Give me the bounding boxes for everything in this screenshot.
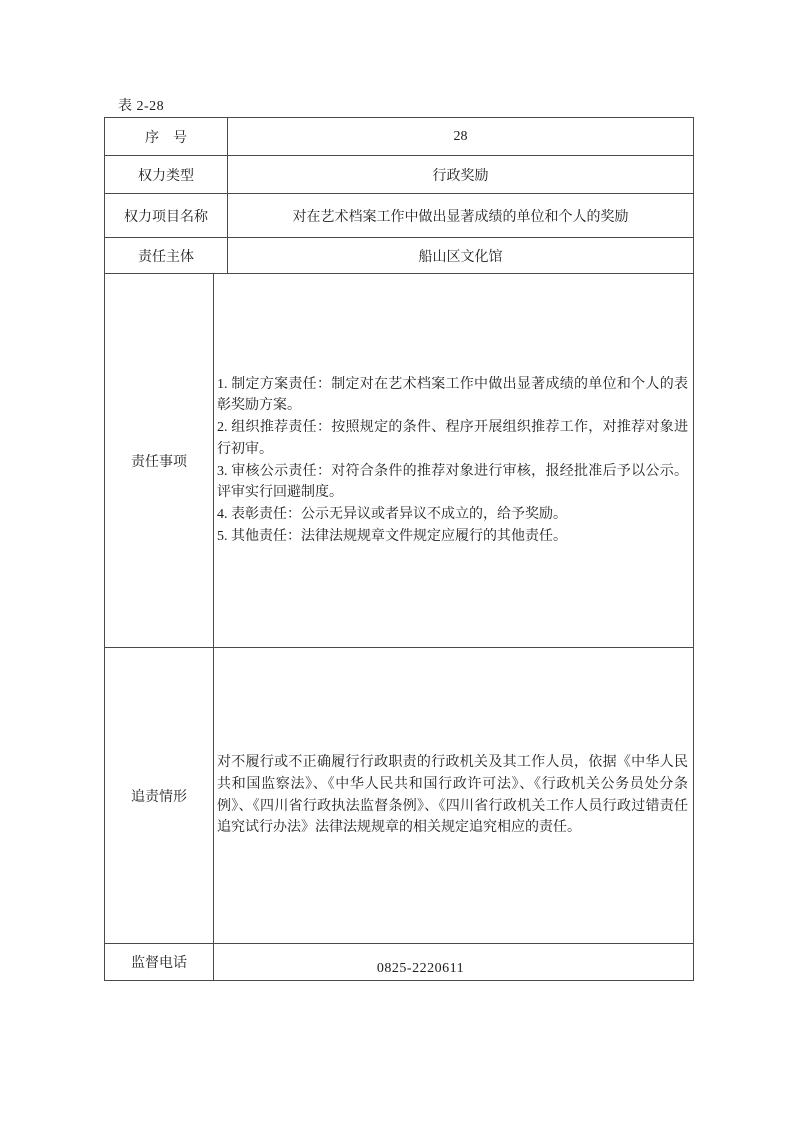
- row-value-supervision-phone: 0825-2220611: [376, 961, 465, 976]
- responsibility-item-4: 4. 表彰责任：公示无异议或者异议不成立的，给予奖励。: [217, 506, 567, 522]
- table-row-supervision-phone: [105, 944, 693, 980]
- row-value-responsibility-items: [214, 274, 693, 647]
- table-row-power-type: [105, 156, 693, 194]
- table-row-power-item-name: [105, 194, 693, 238]
- row-label-responsibility-items: 责任事项: [105, 274, 214, 647]
- table-row-accountability-situations: [105, 648, 693, 944]
- responsibility-item-2: 2. 组织推荐责任：按照规定的条件、程序开展组织推荐工作，对推荐对象进行初审。: [217, 420, 688, 457]
- row-label-power-item-name: 权力项目名称: [105, 194, 228, 237]
- row-label-accountability-situations: 追责情形: [105, 648, 214, 943]
- responsibility-item-5: 5. 其他责任：法律法规规章文件规定应履行的其他责任。: [217, 528, 567, 544]
- accountability-paragraph: 对不履行或不正确履行行政职责的行政机关及其工作人员，依据《中华人民共和国监察法》、《中华人民共和国行政许可法》、《行政机关公务员处分条例》、《四川省行政执法监督条例》、《四川省行政机关工作人员行政过错责任追究试行办法》法律法规规章的相关规定追究相应的责任。: [217, 755, 688, 836]
- table-row-serial-number: [105, 118, 693, 156]
- row-value-responsible-entity: 船山区文化馆: [418, 249, 503, 265]
- table-caption: 表 2-28: [118, 99, 165, 114]
- row-label-supervision-phone: 监督电话: [105, 944, 214, 980]
- row-label-responsible-entity: 责任主体: [105, 238, 228, 273]
- table-row-responsible-entity: [105, 238, 693, 274]
- row-value-serial-number: 28: [453, 128, 468, 144]
- table-row-responsibility-items: [105, 274, 693, 648]
- row-label-power-type: 权力类型: [105, 156, 228, 193]
- row-label-serial-number: 序 号: [105, 118, 228, 155]
- responsibility-table: [104, 117, 694, 981]
- responsibility-item-1: 1. 制定方案责任：制定对在艺术档案工作中做出显著成绩的单位和个人的表彰奖励方案。: [217, 376, 688, 414]
- row-value-power-item-name: 对在艺术档案工作中做出显著成绩的单位和个人的奖励: [292, 209, 629, 225]
- row-value-accountability-situations: [214, 648, 693, 943]
- responsibility-item-3: 3. 审核公示责任：对符合条件的推荐对象进行审核，报经批准后予以公示。评审实行回避制度。: [217, 463, 688, 501]
- row-value-power-type: 行政奖励: [432, 168, 489, 184]
